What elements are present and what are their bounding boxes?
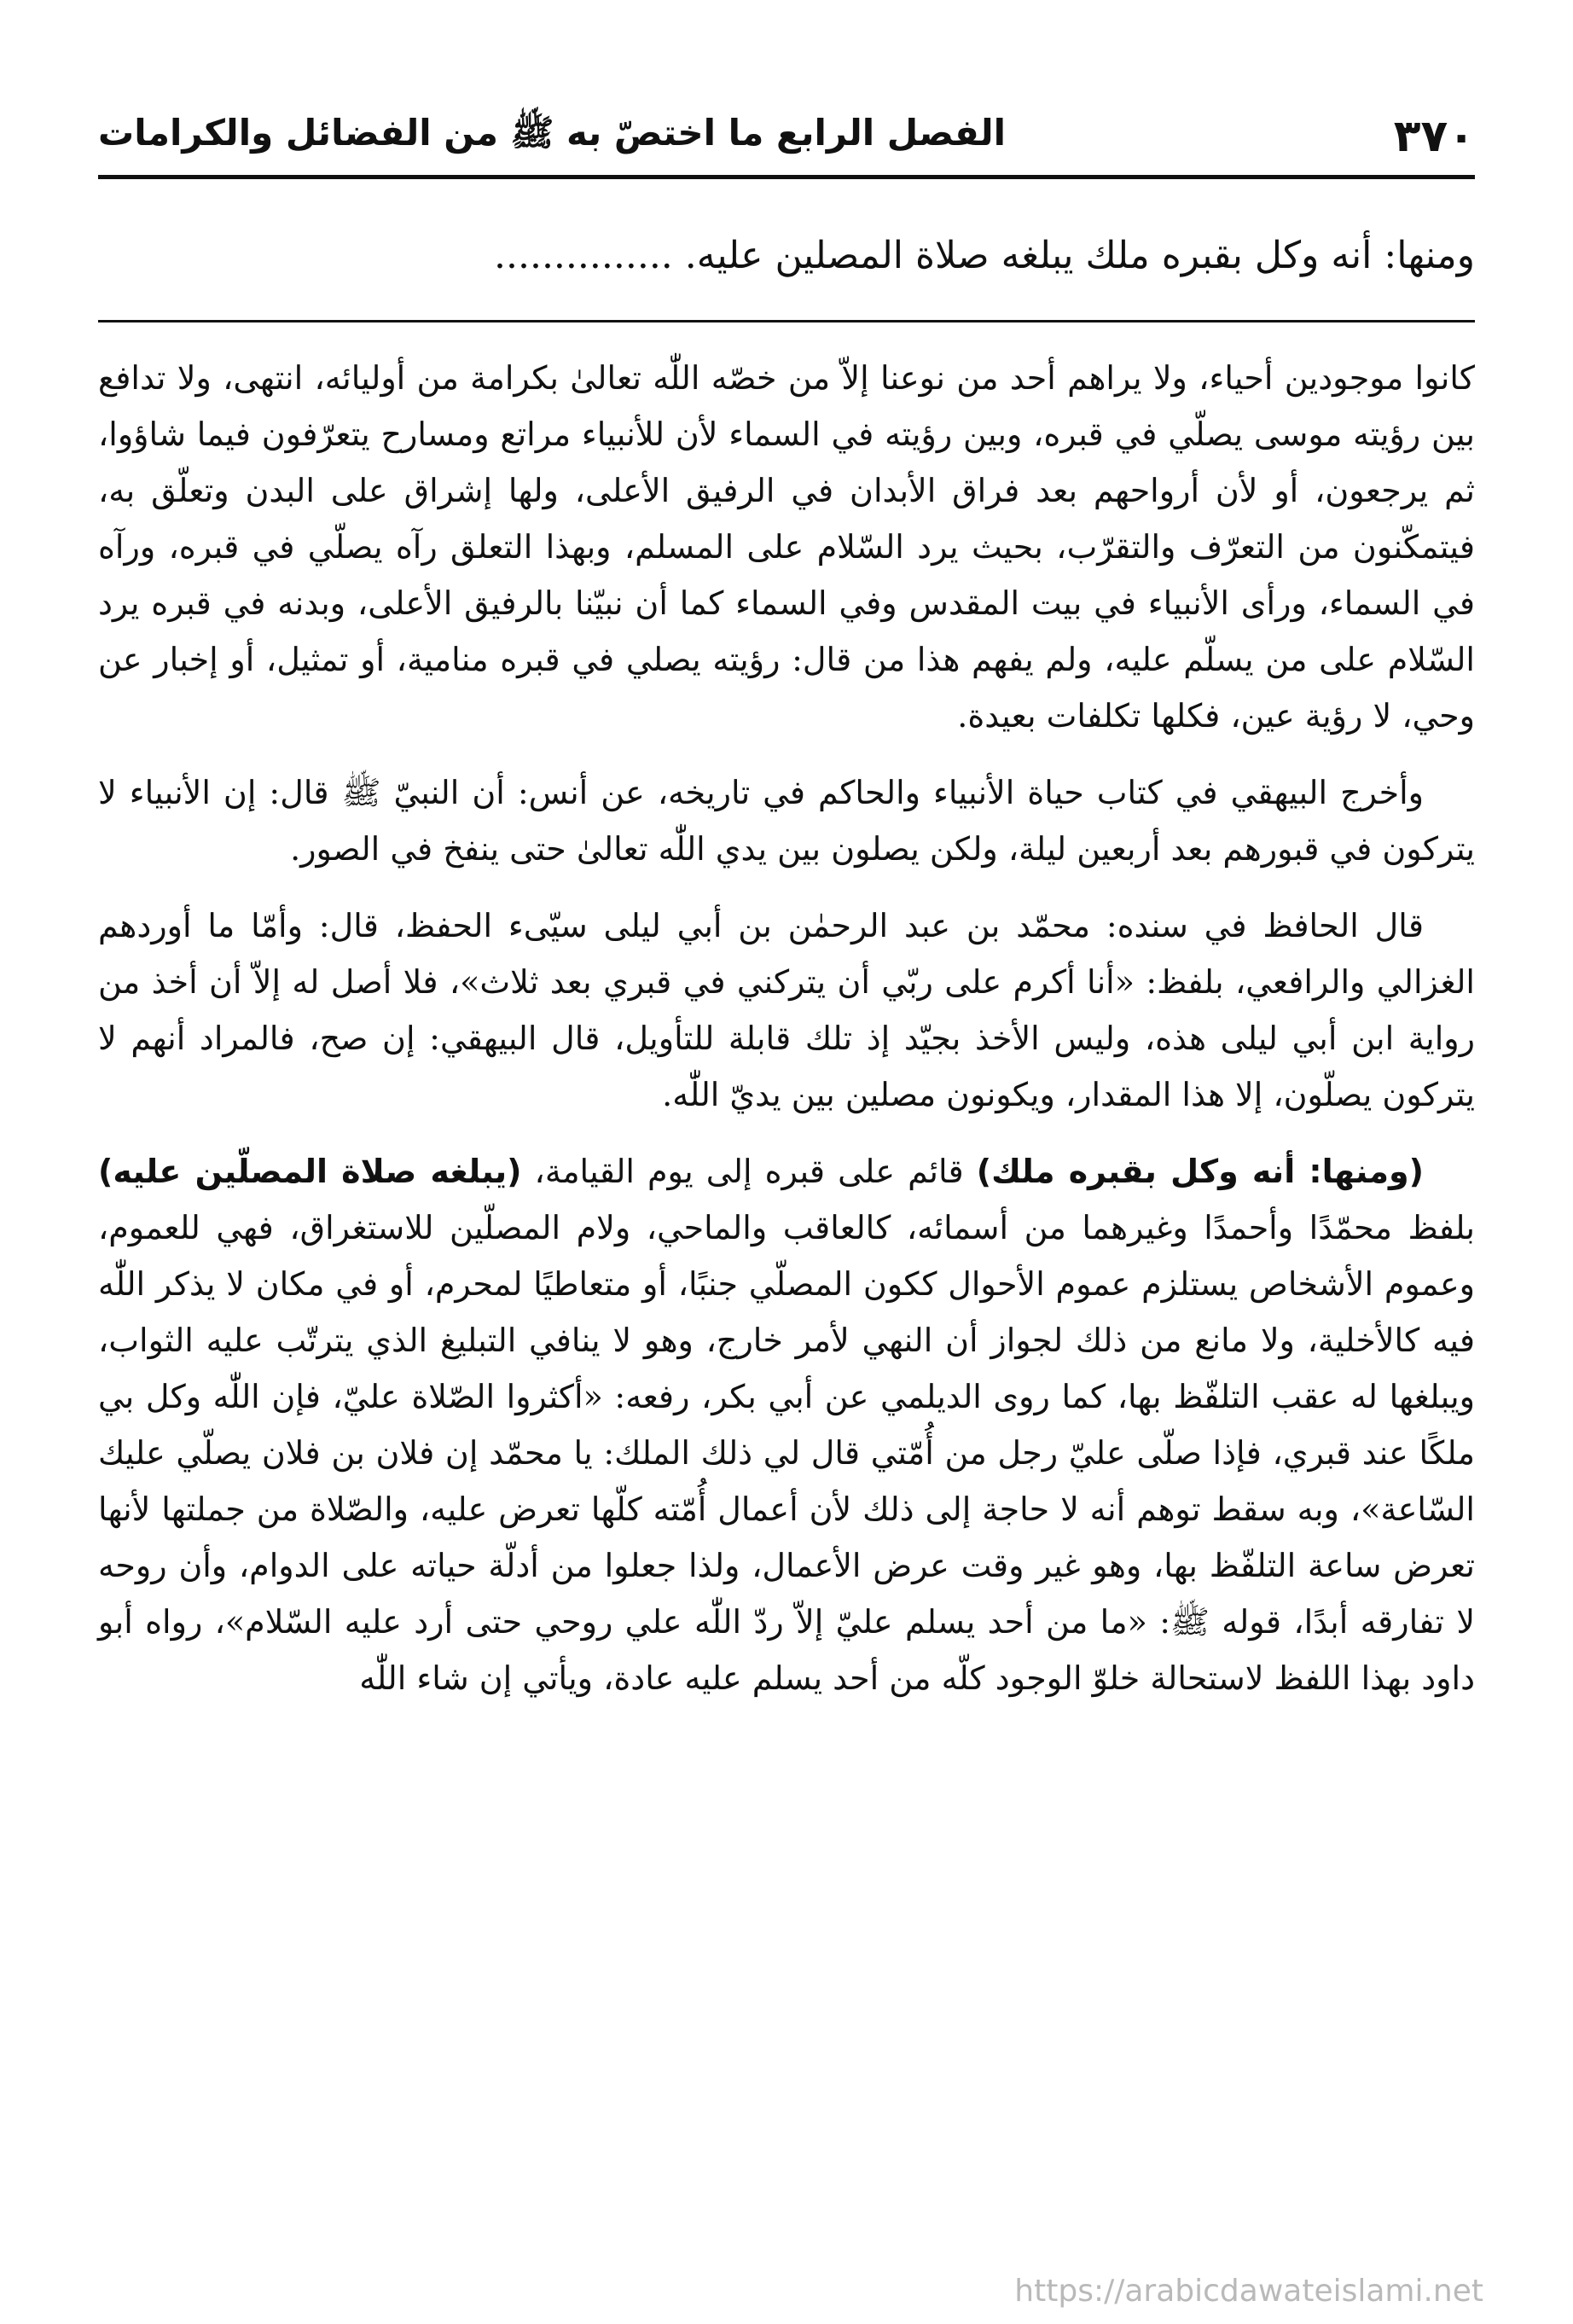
- watermark-url: https://arabicdawateislami.net: [1014, 2274, 1483, 2309]
- paragraph-4-text-2: بلفظ محمّدًا وأحمدًا وغيرهما من أسمائه، كالعاقب والماحي، ولام المصلّين للاستغراق، فهي للعموم، وعموم الأشخاص يستلزم عموم الأحوال ككون المصلّي جنبًا، أو متعاطيًا لمحرم، أو في مكان لا يذكر اللّٰه فيه كالأخلية، ولا مانع من ذلك لجواز أن النهي لأمر خارج، وهو لا ينافي التبليغ الذي يترتّب عليه الثواب، ويبلغها له عقب التلفّظ بها، كما روى الديلمي عن أبي بكر، رفعه: «أكثروا الصّلاة عليّ، فإن اللّٰه وكل بي ملكًا عند قبري، فإذا صلّى عليّ رجل من أُمّتي قال لي ذلك الملك: يا محمّد إن فلان بن فلان يصلّي عليك السّاعة»، وبه سقط توهم أنه لا حاجة إلى ذلك لأن أعمال أُمّته كلّها تعرض عليه، والصّلاة من جملتها لأنها تعرض ساعة التلفّظ بها، وهو غير وقت عرض الأعمال، ولذا جعلوا من أدلّة حياته على الدوام، وأن روحه لا تفارقه أبدًا، قوله ﷺ: «ما من أحد يسلم عليّ إلاّ ردّ اللّٰه علي روحي حتى أرد عليه السّلام»، رواه أبو داود بهذا اللفظ لاستحالة خلوّ الوجود كلّه من أحد يسلم عليه عادة، ويأتي إن شاء اللّٰه: [98, 1209, 1475, 1697]
- paragraph-4: [98, 1143, 1475, 1706]
- page-number: ٣٧٠: [1393, 111, 1475, 162]
- paragraph-4-text-1: قائم على قبره إلى يوم القيامة،: [521, 1153, 977, 1190]
- lemma-1: (ومنها: أنه وكل بقبره ملك): [976, 1153, 1424, 1190]
- chapter-title: الفصل الرابع ما اختصّ به ﷺ من الفضائل والكرامات: [98, 111, 1007, 154]
- running-header: [98, 102, 1475, 171]
- matn-line: [98, 222, 1475, 290]
- paragraph-1: كانوا موجودين أحياء، ولا يراهم أحد من نوعنا إلاّ من خصّه اللّٰه تعالىٰ بكرامة من أوليائه، انتهى، ولا تدافع بين رؤيته موسى يصلّي في قبره، وبين رؤيته في السماء لأن للأنبياء مراتع ومسارح يتعرّفون فيما شاؤوا، ثم يرجعون، أو لأن أرواحهم بعد فراق الأبدان في الرفيق الأعلى، ولها إشراق على البدن وتعلّق به، فيتمكّنون من التعرّف والتقرّب، بحيث يرد السّلام على المسلم، وبهذا التعلق رآه يصلّي في قبره، ورآه في السماء، ورأى الأنبياء في بيت المقدس وفي السماء كما أن نبيّنا بالرفيق الأعلى، وبدنه في قبره يرد السّلام على من يسلّم عليه، ولم يفهم هذا من قال: رؤيته يصلي في قبره منامية، أو تمثيل، أو إخبار عن وحي، لا رؤية عين، فكلها تكلفات بعيدة.: [98, 359, 1475, 735]
- lemma-2: (يبلغه صلاة المصلّين عليه): [98, 1153, 522, 1190]
- matn-text: ومنها: أنه وكل بقبره ملك يبلغه صلاة المصلين عليه. ...............: [494, 234, 1475, 277]
- paragraph-3: قال الحافظ في سنده: محمّد بن عبد الرحمٰن بن أبي ليلى سيّىء الحفظ، قال: وأمّا ما أوردهم الغزالي والرافعي، بلفظ: «أنا أكرم على ربّي أن يتركني في قبري بعد ثلاث»، فلا أصل له إلاّ أن أخذ من رواية ابن أبي ليلى هذه، وليس الأخذ بجيّد إذ تلك قابلة للتأويل، قال البيهقي: إن صح، فالمراد أنهم لا يتركون يصلّون، إلا هذا المقدار، ويكونون مصلين بين يديّ اللّٰه.: [98, 907, 1475, 1113]
- matn-divider: [98, 320, 1475, 322]
- header-divider: [98, 175, 1475, 179]
- paragraph-2: وأخرج البيهقي في كتاب حياة الأنبياء والحاكم في تاريخه، عن أنس: أن النبيّ ﷺ قال: إن الأنبياء لا يتركون في قبورهم بعد أربعين ليلة، ولكن يصلون بين يدي اللّٰه تعالىٰ حتى ينفخ في الصور.: [98, 774, 1475, 868]
- commentary-body: [98, 350, 1475, 1727]
